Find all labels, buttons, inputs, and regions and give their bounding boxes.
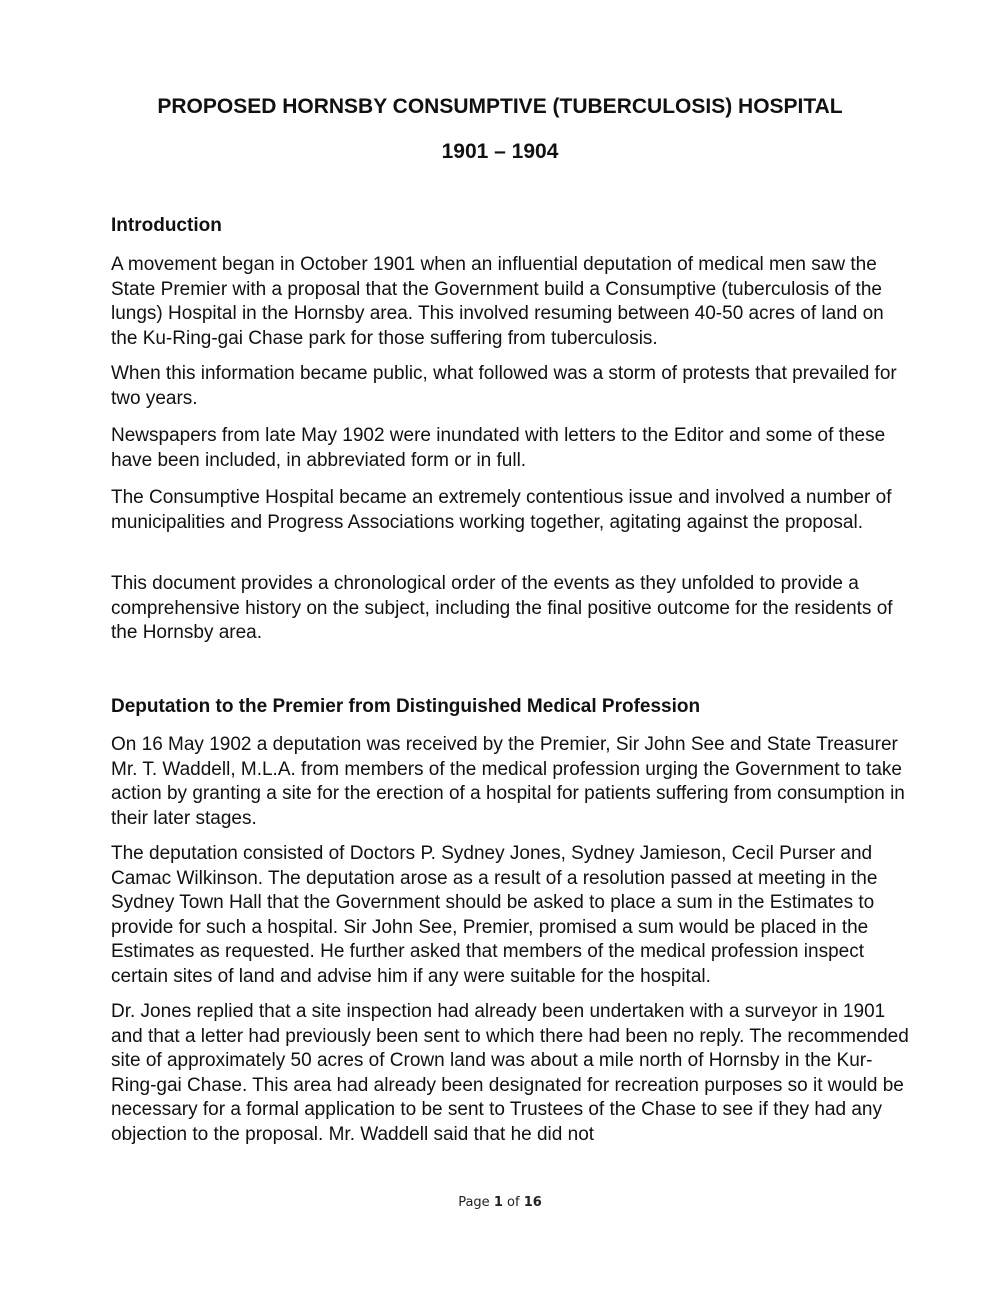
page-number: 1 (493, 1195, 503, 1210)
section-heading-deputation: Deputation to the Premier from Distinguished Medical Profession (111, 696, 701, 717)
intro-paragraph-4: The Consumptive Hospital became an extremely contentious issue and involved a number of municipalities and Progress Associations working together, agitating against the proposal. (111, 487, 892, 533)
deputation-paragraph-1: On 16 May 1902 a deputation was received by the Premier, Sir John See and State Treasurer Mr. T. Waddell, M.L.A. from members of the medical profession urging the Government to take action by granting a site for the erection of a hospital for patients suffering from consumption in their later stages. (111, 734, 905, 829)
introduction-section (111, 213, 911, 238)
intro-paragraph-2: When this information became public, what followed was a storm of protests that prevailed for two years. (111, 363, 897, 409)
intro-paragraph-5: This document provides a chronological order of the events as they unfolded to provide a comprehensive history on the subject, including the final positive outcome for the residents of the Hornsby area. (111, 573, 893, 643)
document-title: PROPOSED HORNSBY CONSUMPTIVE (TUBERCULOSIS) HOSPITAL (157, 95, 843, 118)
section-heading-introduction: Introduction (111, 215, 222, 236)
total-pages: 16 (523, 1195, 542, 1210)
intro-paragraph-1: A movement began in October 1901 when an influential deputation of medical men saw the State Premier with a proposal that the Government build a Consumptive (tuberculosis of the lungs) Hospital in the Hornsby area. This involved resuming between 40-50 acres of land on the Ku-Ring-gai Chase park for those suffering from tuberculosis. (111, 254, 884, 349)
deputation-paragraph-3: Dr. Jones replied that a site inspection had already been undertaken with a surveyor in 1901 and that a letter had previously been sent to which there had been no reply. The recommended site of approximately 50 acres of Crown land was about a mile north of Hornsby in the Kur-Ring-gai Chase. This area had already been designated for recreation purposes so it would be necessary for a formal application to be sent to Trustees of the Chase to see if they had any objection to the proposal. Mr. Waddell said that he did not (111, 1001, 909, 1145)
page-word: Page (458, 1195, 490, 1210)
document-date-range: 1901 – 1904 (441, 140, 559, 163)
of-word: of (507, 1195, 520, 1210)
deputation-section (111, 694, 911, 719)
intro-paragraph-3: Newspapers from late May 1902 were inundated with letters to the Editor and some of these have been included, in abbreviated form or in full. (111, 425, 886, 471)
deputation-paragraph-2: The deputation consisted of Doctors P. Sydney Jones, Sydney Jamieson, Cecil Purser and Camac Wilkinson. The deputation arose as a result of a resolution passed at meeting in the Sydney Town Hall that the Government should be asked to place a sum in the Estimates to provide for such a hospital. Sir John See, Premier, promised a sum would be placed in the Estimates as requested. He further asked that members of the medical profession inspect certain sites of land and advise him if any were suitable for the hospital. (111, 843, 878, 987)
page-footer (0, 1195, 1000, 1210)
